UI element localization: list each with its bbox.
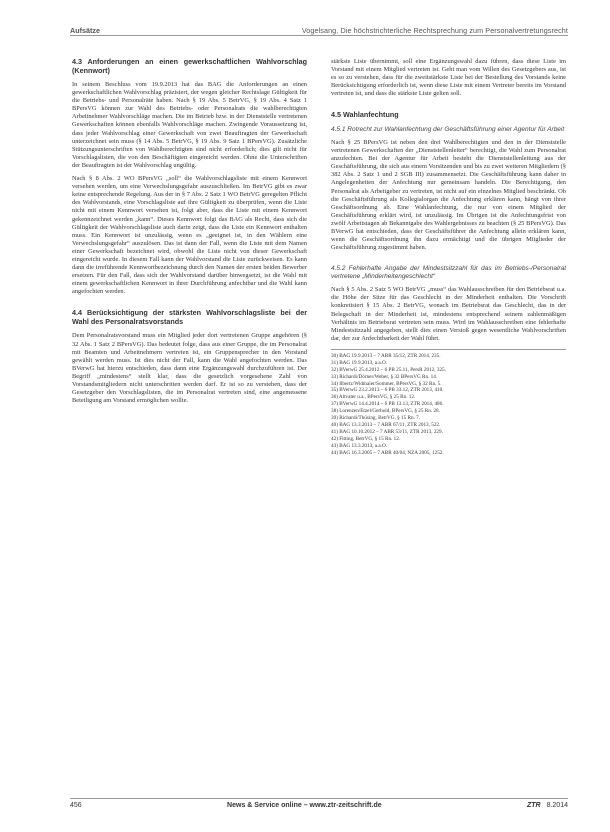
footnotes [331, 349, 566, 457]
right-column [331, 58, 566, 457]
journal-name: ZTR [526, 802, 541, 809]
page-number: 456 [70, 802, 82, 809]
left-column [72, 58, 307, 410]
footer-issue [527, 802, 568, 809]
subheading-4-5-2: 4.5.2 Fehlerhafte Angabe der Mindestsitzzahl für das im Betriebs-/Personalrat vertretene „Minderheitengeschlecht“ [331, 265, 566, 281]
footnote: 44) BAG 16.3.2005 – 7 ABR 40/04, NZA 2005, 1252. [331, 449, 444, 456]
paragraph: Dem Personalratsvorstand muss ein Mitglied jeder dort vertretenen Gruppe angehören (§ 32 Abs. 1 Satz 2 BPersVG). Das bedeutet folge, dass aus einer Gruppe, die im Personalrat mit Beamten und Arbeitnehmern vertreten ist, ein Gruppensprecher in den Vorstand gewählt werden muss. Ist dies nicht der Fall, kann die Wahl angefochten werden. Das BVerwG hat hierzu entschieden, dass dann eine Ergänzungswahl durchzuführen ist. Der Begriff „mindestens“ stellt klar, dass die gesetzlich vorgesehene Zahl von Vorstandsmitgliedern nicht unterschritten werden darf. Er ist so zu verstehen, dass der Gesetzgeber den Vorschlagslisten, die im Personalrat vertreten sind, eine angemessene Beteiligung am Vorstand ermöglichen wollte. [72, 332, 307, 405]
footnote: 38) Lorenzen/Etzel/Gerhold, BPersVG, § 25 Rn. 28. [331, 408, 440, 415]
paragraph: Nach § 8 Abs. 2 WO BPersVG „soll“ die Wahlvorschlagsliste mit einem Kennwort versehen werden, um eine Verwechslungsgefahr auszuschließen. Im BetrVG gibt es zwar keine entsprechende Regelung. Aus der in § 7 Abs. 2 Satz 1 WO BetrVG geregelten Pflicht des Wahlvorstands, eine Vorschlagsliste auf ihre Gültigkeit zu überprüfen, wenn die Liste nicht mit einem Kennwort versehen ist, folgt aber, dass die Liste mit einem Kennwort gekennzeichnet werden „kann“. Dieses Kennwort folgt das BAG als Recht, dass sich die Gültigkeit der Wahlvorschlagsliste auch darin zeigt, dass die Liste ein Kennwort enthalten muss. Ein Kennwort ist unzulässig, wenn es „geeignet ist, in den Wählern eine Verwechslungsgefahr“ auszulösen. Das ist dann der Fall, wenn die Liste mit dem Namen einer Gewerkschaft bezeichnet wird, obwohl die Liste nicht von dieser Gewerkschaft eingereicht wurde. In diesem Fall kann der Wahlvorstand die Liste zurückweisen. Es kann dann die irreführende Kennwortbezeichnung durch den Namen der ersten beiden Bewerber ersetzen. Für den Fall, dass sich der Wahlvorstand darüber hinwegsetzt, ist die Wahl mit einem gewerkschaftlichen Kennwort in ihrer Durchführung anfechtbar und die Wahl kann angefochten werden. [72, 175, 307, 296]
footnote: 32) BVerwG 25.4.2012 – 6 PB 25.11, PersR 2012, 325. [331, 366, 446, 373]
heading-4-3: 4.3 Anforderungen an einen gewerkschaftlichen Wahlvorschlag (Kennwort) [72, 57, 307, 75]
footnote: 34) Ilbertz/Widmaier/Sommer, BPersVG, § 32 Rn. 5. [331, 380, 442, 387]
footnote: 43) BAG 13.3.2013, a.a.O. [331, 442, 388, 449]
footer-website: News & Service online – www.ztr-zeitschrift.de [227, 802, 382, 809]
footnote: 35) BVerwG 23.2.2013 – 6 PB 33.12, ZTR 2013, 410. [331, 387, 444, 394]
running-header [70, 21, 568, 36]
paragraph: Nach § 5 Abs. 2 Satz 5 WO BetrVG „muss“ das Wahlausschreiben für den Betriebsrat u.a. die Höhe der Sitze für das Geschlecht in der Minderheit enthalten. Die Vorschrift konkretisiert § 15 Abs. 2 BetrVG, wonach im Betriebsrat das Geschlecht, das in der Belegschaft in der Minderheit ist, mindestens entsprechend seinem zahlenmäßigen Verhältnis im Betriebsrat vertreten sein muss. Wird im Wahlausschreiben eine fehlerhafte Mindestsitzzahl angegeben, stellt dies einen Verstoß gegen wesentliche Wahlvorschriften dar, der zur Anfechtbarkeit der Wahl führt. [331, 286, 566, 342]
footnote: 33) Richardi/Dörner/Weber, § 32 BPersVG Rn. 14. [331, 373, 438, 380]
paragraph: Nach § 25 BPersVG ist neben den drei Wahlberechtigten und den in der Dienststelle vertretenen Gewerkschaften der „Dienststellenleiter“ berechtigt, die Wahl zum Personalrat anzufechten. Bei der Agentur für Arbeit besteht die Dienststellenleitung aus der Geschäftsführung, die sich aus einem Vorsitzenden und bis zu zwei weiteren Mitgliedern (§ 382 Abs. 2 Satz 1 und 2 SGB III) zusammensetzt. Die Geschäftsführung kann daher in Angelegenheiten der Anfechtung nur gemeinsam handeln. Die Berechtigung, den Personalrat als Arbeitgeber zu vertreten, ist nicht auf ein einzelnes Mitglied beschränkt. Ob die Geschäftsführung als Kollegialorgan die Anfechtung erklären kann, hängt von ihrer Geschäftsordnung ab. Eine Wahlanfechtung, die nur von einem Mitglied der Geschäftsführung erklärt wird, ist unzulässig. Im Übrigen ist die Anfechtungsfrist von zwölf Arbeitstagen ab Bekanntgabe des Wahlergebnisses zu beachten (§ 25 BPersVG). Das BVerwG hat entschieden, dass der Geschäftsführer die Anfechtung allein erklären kann, wenn die Geschäftsordnung ihn dazu ermächtigt und die übrigen Mitglieder der Geschäftsführung zugestimmt haben. [331, 138, 566, 252]
footnote: 31) BAG 19.9.2013, a.a.O. [331, 359, 388, 366]
footnote: 40) BAG 13.3.2013 – 7 ABR 67/11, ZTR 2013, 522. [331, 422, 441, 428]
footnote: 41) BAG 10.10.2012 – 7 ABR 53/11, ZTR 2013, 229. [331, 428, 443, 435]
footnote: 42) Fitting, BetrVG, § 15 Rn. 12. [331, 435, 401, 442]
paragraph: In seinem Beschluss vom 19.9.2013 hat das BAG die Anforderungen an einen gewerkschaftlichen Wahlvorschlag präzisiert, der wegen gleicher Rechtslage Gültigkeit für die Betriebs- und Personalräte haben. Nach § 19 Abs. 5 BetrVG, § 19 Abs. 4 Satz 1 BPersVG können zur Wahl des Betriebs- oder Personalrats die wahlberechtigten Arbeitnehmer Wahlvorschläge machen. Die im Betrieb bzw. in der Dienststelle vertretenen Gewerkschaften können ebenfalls Wahlvorschläge machen. Zwingende Voraussetzung ist, dass jeder Wahlvorschlag einer Gewerkschaft von zwei Beauftragten der Gewerkschaft unterzeichnet sein muss (§ 14 Abs. 5 BetrVG, § 19 Abs. 9 Satz 1 BPersVG). Zusätzliche Stützungsunterschriften von Wahlberechtigten sind nicht erforderlich; dies gilt nicht für Vorschlagslisten, die von den Beschäftigten eingereicht werden. Ohne die Unterschriften der Beauftragten ist der Wahlvorschlag ungültig. [72, 81, 307, 169]
running-title: Vogelsang, Die höchstrichterliche Rechtsprechung zum Personalvertretungsrecht [301, 26, 568, 35]
subheading-4-5-1: 4.5.1 Rotrecht zur Wahlanfechtung der Geschäftsführung einer Agentur für Arbeit [331, 125, 565, 133]
footnote: 30) BAG 19.9.2013 – 7 ABR 35/12, ZTR 2014, 235. [331, 352, 441, 359]
issue-number: 8.2014 [546, 802, 568, 809]
footnote: 37) BVerwG 14.4.2014 – 6 PB 13.13, ZTR 2014, 486. [331, 401, 444, 408]
section-label: Aufsätze [70, 26, 100, 35]
page-footer [70, 798, 568, 814]
heading-4-5: 4.5 Wahlanfechtung [331, 110, 399, 120]
heading-4-4: 4.4 Berücksichtigung der stärksten Wahlvorschlagsliste bei der Wahl des Personalratsvorstands [72, 308, 307, 326]
paragraph: stärkste Liste übernimmt, soll eine Ergänzungswahl dazu führen, dass diese Liste im Vorstand mit einem Mitglied vertreten ist. Geht man vom Willen des Gesetzgebers aus, ist es so zu verstehen, dass für die zweitstärkste Liste bei der Bestellung des Vorstands keine Berücksichtigung erforderlich ist, wenn diese Liste mit einem Vertreter bereits im Vorstand vertreten ist, und dass die stärkste Liste gelten soll. [331, 58, 566, 98]
footnote: 36) Altvater u.a., BPersVG, § 25 Rn. 12. [331, 394, 416, 401]
footnote: 39) Richardi/Thüsing, BetrVG, § 15 Rn. 7. [331, 415, 421, 422]
